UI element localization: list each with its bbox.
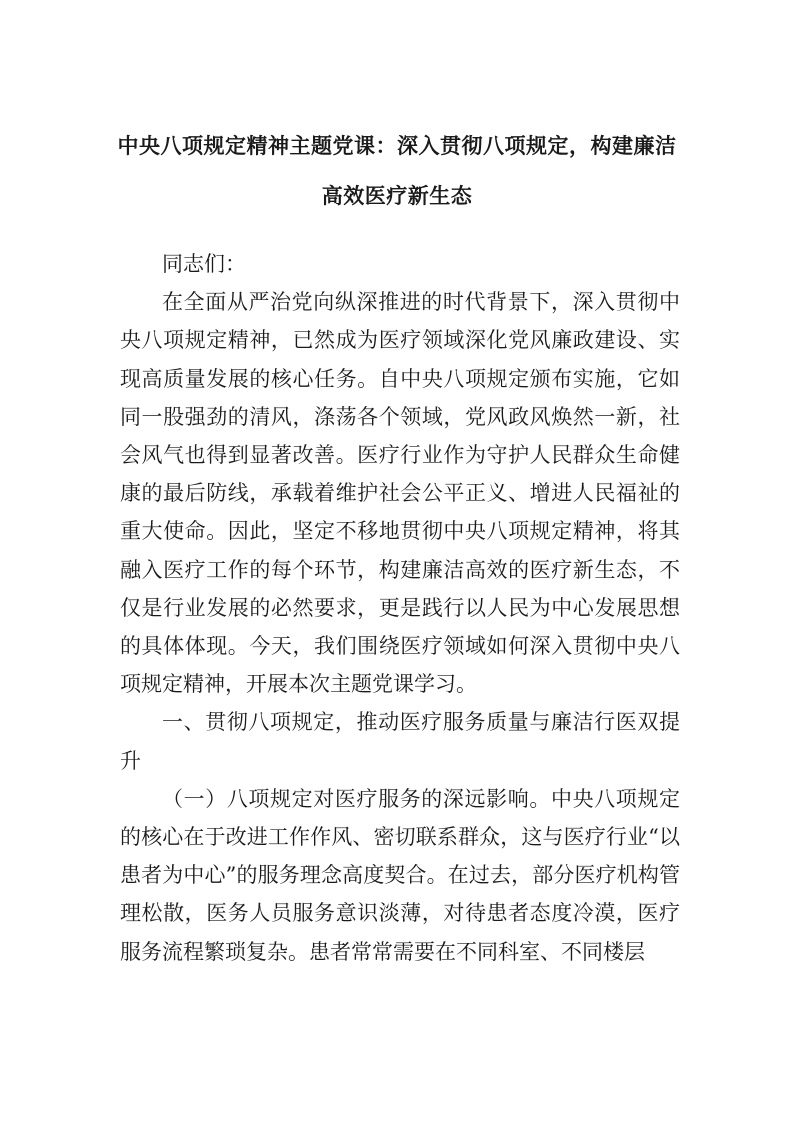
section-heading-1: 一、贯彻八项规定，推动医疗服务质量与廉洁行医双提升	[120, 710, 680, 773]
paragraph-subsection-1: （一）八项规定对医疗服务的深远影响。中央八项规定的核心在于改进工作作风、密切联系群众，这与医疗行业“以患者为中心”的服务理念高度契合。在过去，部分医疗机构管理松散，医务人员服务意识淡薄，对待患者态度冷漠，医疗服务流程繁琐复杂。患者常常需要在不同科室、不同楼层	[120, 786, 680, 964]
greeting: 同志们：	[162, 252, 246, 276]
document-body	[120, 245, 680, 971]
paragraph-intro: 在全面从严治党向纵深推进的时代背景下，深入贯彻中央八项规定精神，已然成为医疗领域深化党风廉政建设、实现高质量发展的核心任务。自中央八项规定颁布实施，它如同一股强劲的清风，涤荡各个领域，党风政风焕然一新，社会风气也得到显著改善。医疗行业作为守护人民群众生命健康的最后防线，承载着维护社会公平正义、增进人民福祉的重大使命。因此，坚定不移地贯彻中央八项规定精神，将其融入医疗工作的每个环节，构建廉洁高效的医疗新生态，不仅是行业发展的必然要求，更是践行以人民为中心发展思想的具体体现。今天，我们围绕医疗领域如何深入贯彻中央八项规定精神，开展本次主题党课学习。	[120, 290, 680, 697]
document-title-line-1: 中央八项规定精神主题党课：深入贯彻八项规定，构建廉洁	[117, 133, 677, 158]
document-title-line-2: 高效医疗新生态	[321, 183, 473, 208]
